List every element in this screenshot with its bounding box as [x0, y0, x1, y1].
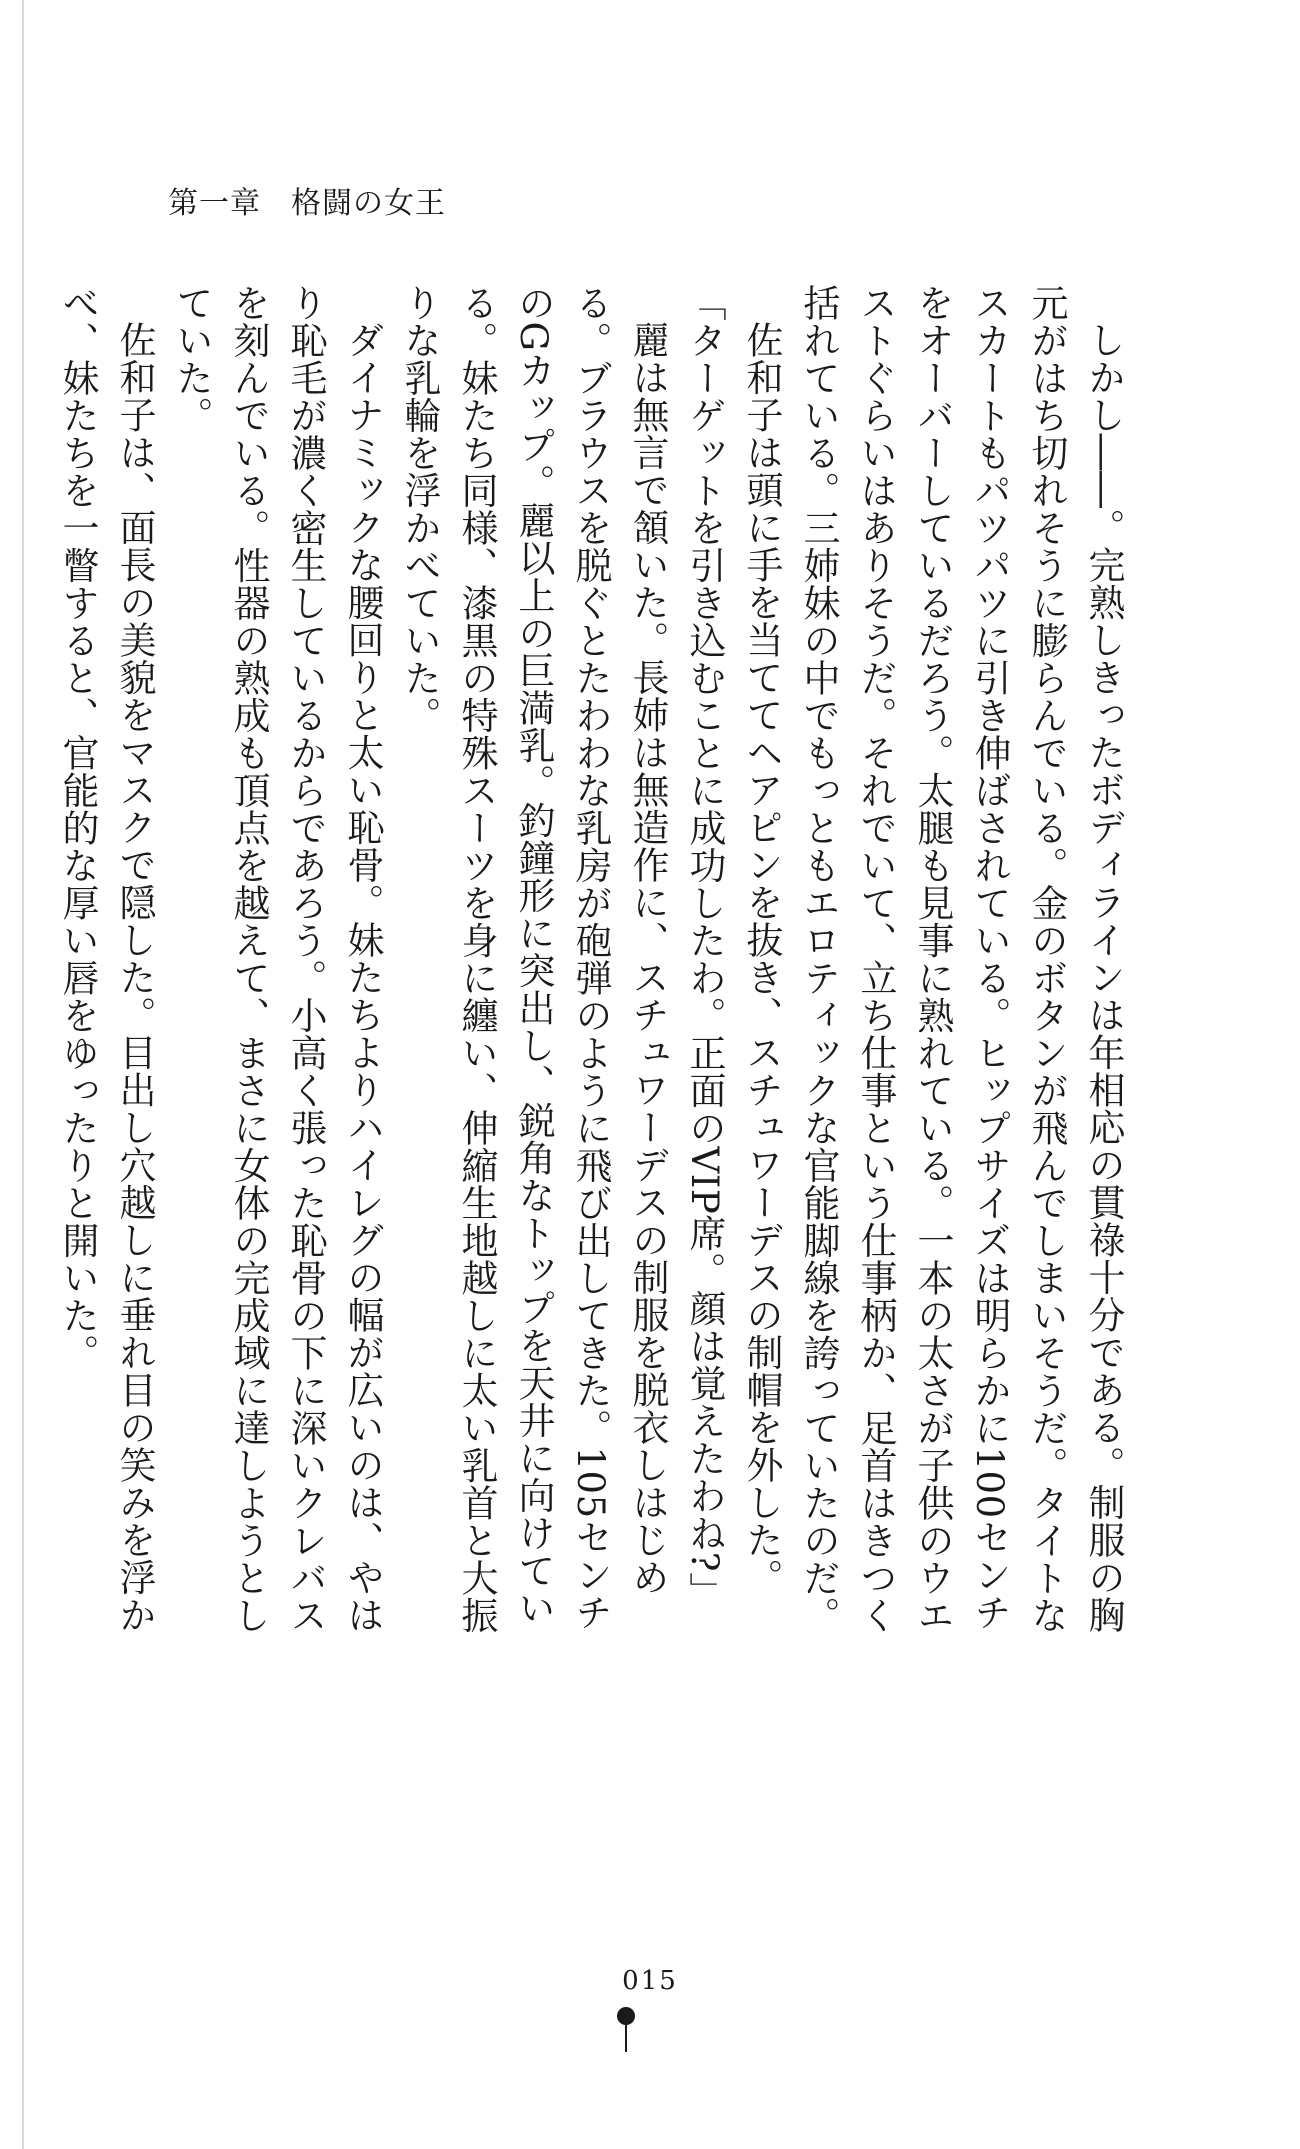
page-marker-line [625, 2022, 627, 2052]
paragraph: しかし――。完熟しきったボディラインは年相応の貫祿十分である。制服の胸元がはち切れそうに膨らんでいる。金のボタンが飛んでしまいそうだ。タイトなスカートもパツパツに引き伸ばされている。ヒップサイズは明らかに100センチをオーバーしているだろう。太腿も見事に熟れている。一本の太さが子供のウエストぐらいはありそうだ。それでいて、立ち仕事という仕事柄か、足首はきつく括れている。三姉妹の中でもっともエロティックな官能脚線を誇っていたのだ。 [797, 284, 1125, 1634]
chapter-number: 第一章 [168, 186, 261, 221]
chapter-title: 格闘の女王 [291, 186, 446, 221]
running-header [168, 178, 446, 222]
page-number: 015 [622, 1966, 678, 1996]
body-text [56, 284, 1132, 1644]
paragraph: 佐和子は頭に手を当ててヘアピンを抜き、スチュワーデスの制帽を外した。 [740, 321, 783, 1596]
paragraph: ダイナミックな腰回りと太い恥骨。妹たちよりハイレグの幅が広いのは、やはり恥毛が濃く密生しているからであろう。小高く張った恥骨の下に深いクレバスを刻んでいる。性器の熟成も頂点を越えて、まさに女体の完成域に達しようとしていた。 [170, 284, 384, 1634]
paragraph: 麗は無言で頷いた。長姉は無造作に、スチュワーデスの制服を脱衣しはじめる。ブラウスを脱ぐとたわわな乳房が砲弾のように飛び出してきた。105センチのGカップ。麗以上の巨満乳。釣鐘形に突出し、鋭角なトップを天井に向けている。妹たち同様、漆黒の特殊スーツを身に纏い、伸縮生地越しに太い乳首と大振りな乳輪を浮かべていた。 [398, 284, 669, 1634]
page-edge [22, 0, 24, 2149]
dialogue-line: 「ターゲットを引き込むことに成功したわ。正面のVIP席。顔は覚えたわね?」 [683, 284, 726, 1610]
paragraph: 佐和子は、面長の美貌をマスクで隠した。目出し穴越しに垂れ目の笑みを浮かべ、妹たちを一瞥すると、官能的な厚い唇をゆったりと開いた。 [56, 284, 156, 1634]
